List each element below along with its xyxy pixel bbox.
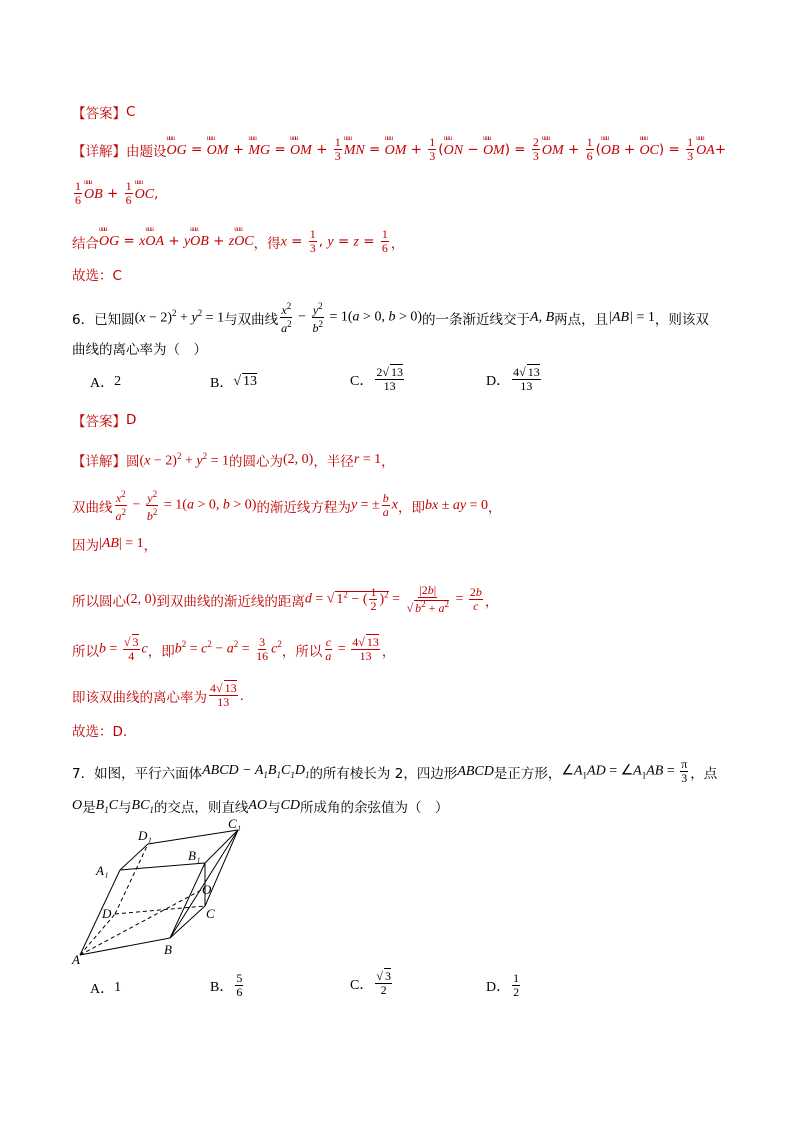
d6-l1-b: 的圆心为 [228, 454, 283, 470]
detail-tag: 【详解】 [72, 454, 126, 470]
q7-text-f: 与 [118, 800, 132, 816]
label-b: B [164, 942, 172, 957]
option-value: $\frac{5}{6}$ [236, 971, 243, 999]
radius: r = 1 [353, 452, 382, 467]
line-ao-dashed [80, 888, 205, 955]
q7-text-i: 所成角的余弦值为（ ） [300, 800, 449, 816]
label-b1: B₁ [188, 848, 201, 863]
d6-l4-b: 到双曲线的渐近线的距离 [156, 593, 305, 610]
edge-a1d1 [120, 844, 148, 870]
option-value: $\frac{2√ 13}{13}$ [376, 365, 403, 393]
detail-tag: 【详解】 [72, 143, 126, 160]
q7-text-b: 的所有棱长为 2，四边形 [309, 765, 458, 782]
q6-text-f: 曲线的离心率为（ ） [72, 342, 207, 358]
option-label: A． [90, 376, 115, 391]
d6-l1-c: ，半径 [313, 454, 354, 470]
choose-line-5 [72, 264, 122, 284]
q6-text-e: ，则该双 [654, 311, 709, 328]
d6-l2-d: ， [488, 499, 502, 516]
edge-dd1 [115, 844, 148, 914]
q7-text-a: 如图，平行六面体 [94, 765, 203, 782]
detail-intro: 由题设 [126, 143, 167, 160]
edge-bb1 [170, 863, 205, 938]
detail-line-6-5 [72, 636, 395, 663]
option-value: √ 13 [233, 374, 258, 389]
segment-b1c: $B_1C$ [95, 797, 119, 815]
d6-l4-c: ， [484, 593, 499, 610]
center-point: (2, 0) [282, 452, 314, 467]
option-label: C． [350, 977, 374, 993]
distance-eq: d = √ $1^2$ − ( $\frac{1}{2}$ )$^2$ = $\frac{|2b|}{√ b^2 + a^2}$ = $\frac{2b}{c}$ [304, 583, 482, 615]
label-d1: D₁ [138, 828, 152, 843]
d6-l6-a: 即该双曲线的离心率为 [72, 689, 207, 706]
option-label: D． [486, 373, 511, 389]
q6-text-c: 的一条渐近线交于 [422, 311, 531, 328]
d6-l3-a: 因为 [72, 538, 99, 554]
q6-option-d[interactable] [486, 366, 543, 393]
choose-line-6 [72, 720, 127, 740]
detail-line-6-2 [72, 488, 502, 523]
label-c1: C₁ [228, 818, 242, 831]
detail-line-6-1 [72, 450, 395, 470]
square-name: ABCD [457, 763, 494, 779]
answer-value: C [126, 104, 136, 120]
center-point-2: (2, 0) [126, 591, 157, 607]
b-value: b = $\frac{√ 3}{4}$ c [99, 635, 148, 663]
asymptote-eq: y = ± $\frac{b}{a}$ x [350, 491, 398, 519]
detail-line-5-2 [72, 180, 158, 207]
q7-text-c: 是正方形， [493, 765, 562, 782]
detail-line-6-3 [72, 534, 157, 554]
label-c: C [206, 906, 215, 921]
hyperbola-equation: $\frac{x^2}{a^2}$ − $\frac{y^2}{b^2}$ = 1(a > 0, b > 0) [281, 301, 423, 335]
vector-equation-cont: $\frac{1}{6}$ uuu OB + $\frac{1}{6}$ uuu OC [72, 180, 154, 207]
choose-text: 故选：D. [72, 724, 128, 740]
combine-prefix: 结合 [72, 235, 99, 252]
q7-text-d: ，点 [690, 765, 718, 782]
angle-condition: $\angle A_1AD$ = $\angle A_1AB$ = $\frac{\pi}{3}$ [561, 757, 688, 785]
question-number: 7． [72, 765, 95, 782]
option-value: $\frac{4√ 13}{13}$ [513, 365, 540, 393]
d6-l1-d: ， [381, 454, 395, 470]
d6-l4-a: 所以圆心 [72, 593, 126, 610]
vector-equation-combine: uuu OG = xuuu OA + yuuu OB + zuuu OC [99, 233, 254, 250]
circle-equation: $(x - 2)^2 + y^2 = 1$ [134, 308, 225, 326]
option-label: C． [350, 373, 374, 389]
detail-line-6-6 [72, 682, 244, 709]
detail-line-6-4 [72, 584, 498, 615]
xyz-values: x = $\frac{1}{3}$ , y = z = $\frac{1}{6}$ [280, 227, 388, 255]
question-number: 6． [72, 311, 95, 328]
edge-aa1 [80, 870, 120, 955]
ecc-value: $\frac{c}{a}$ = $\frac{4√ 13}{13}$ [325, 635, 379, 663]
line-ao: AO [248, 798, 268, 813]
question-6-line-1 [72, 300, 709, 335]
parallelepiped-figure [60, 818, 260, 968]
q6-text-a: 已知圆 [94, 311, 135, 328]
q6-option-a[interactable] [90, 372, 121, 392]
segment-bc1: $BC_1$ [131, 797, 154, 815]
d6-l2-c: ，即 [397, 499, 425, 516]
option-value: $\frac{1}{2}$ [513, 971, 520, 999]
hyperbola-eq: $\frac{x^2}{a^2}$ − $\frac{y^2}{b^2}$ = 1(a > 0, b > 0) [115, 489, 257, 523]
option-label: B． [210, 376, 234, 391]
edge-dc [115, 906, 205, 914]
answer-value: D [126, 412, 137, 428]
d6-l5-b: ，即 [147, 643, 175, 660]
option-label: A． [90, 982, 115, 997]
answer-line-5 [72, 102, 135, 122]
label-a: A [72, 952, 80, 967]
q6-option-c[interactable] [350, 366, 406, 393]
q6-option-b[interactable] [210, 372, 257, 392]
option-label: B． [210, 979, 234, 995]
label-d: D [102, 906, 112, 921]
line-cd: CD [280, 798, 301, 813]
d6-l5-c: ，所以 [281, 643, 323, 660]
choose-text: 故选：C [72, 268, 122, 284]
d6-l2-b: 的渐近线方程为 [256, 499, 351, 516]
question-7-line-1 [72, 758, 717, 785]
edge-b1c1 [205, 830, 238, 863]
option-value: 2 [114, 374, 122, 389]
question-6-line-2 [72, 338, 207, 358]
q7-text-e: 是 [82, 800, 96, 816]
ecc-result: $\frac{4√ 13}{13}$ [210, 681, 237, 709]
point-o: O [72, 798, 83, 813]
detail-cont: , [154, 185, 159, 202]
d6-l5-d: ， [381, 643, 396, 660]
option-label: D． [486, 979, 511, 995]
q7-option-c[interactable] [350, 970, 394, 997]
q7-option-d[interactable] [486, 972, 522, 999]
q7-text-h: 与 [267, 800, 281, 816]
detail-line-5-1 [72, 136, 726, 163]
edge-ab [80, 938, 170, 955]
abs-ab-eq: |AB| = 1 [99, 536, 144, 551]
q7-option-b[interactable] [210, 972, 245, 999]
asymptote-eq-2: bx ± ay = 0 [424, 497, 488, 513]
edge-a1b1 [120, 863, 205, 870]
d6-l3-b: ， [143, 538, 158, 554]
label-o: O [202, 882, 212, 897]
answer-line-6 [72, 410, 136, 430]
detail-end: ， [390, 235, 405, 252]
edge-d1c1 [148, 830, 238, 844]
detail-line-5-3 [72, 228, 404, 255]
answer-tag: 【答案】 [72, 106, 126, 122]
q7-option-a[interactable] [90, 978, 121, 998]
d6-l1-a: 圆 [126, 454, 140, 470]
d6-l5-a: 所以 [72, 643, 99, 660]
label-a1: A₁ [96, 863, 109, 878]
answer-tag: 【答案】 [72, 414, 126, 430]
combine-get: ，得 [253, 235, 281, 252]
d6-l2-a: 双曲线 [72, 499, 113, 516]
option-value: $\frac{√ 3}{2}$ [376, 969, 391, 997]
b-squared: $b^2 = c^2 - a^2$ = $\frac{3}{16}$ $c^2$ [174, 635, 282, 663]
points-ab: A, B [530, 309, 555, 325]
circle-eq: $(x - 2)^2 + y^2 = 1$ [139, 450, 229, 469]
q6-text-b: 与双曲线 [224, 311, 279, 328]
vector-equation-og: uuu OG = uuu OM + uuu MG = uuu OM + $\frac{1}{3}$ uuu MN = uuu OM + $\frac{1}{3}$ (uuu ON − uuu OM) = $\frac{2}{3}$ uuu OM + $\frac{1}{6}$ (uuu OB + uuu OC) = $\frac{1}{3}$ uuu OA+ [167, 136, 727, 163]
d6-l6-b: . [239, 687, 244, 704]
question-7-line-2 [72, 796, 449, 816]
abs-ab: |AB| = 1 [608, 309, 655, 325]
option-value: 1 [114, 980, 122, 995]
solid-name: ABCD − $A_1B_1C_1D_1$ [202, 763, 310, 780]
q6-text-d: 两点，且 [554, 311, 609, 328]
q7-text-g: 的交点，则直线 [153, 800, 249, 816]
